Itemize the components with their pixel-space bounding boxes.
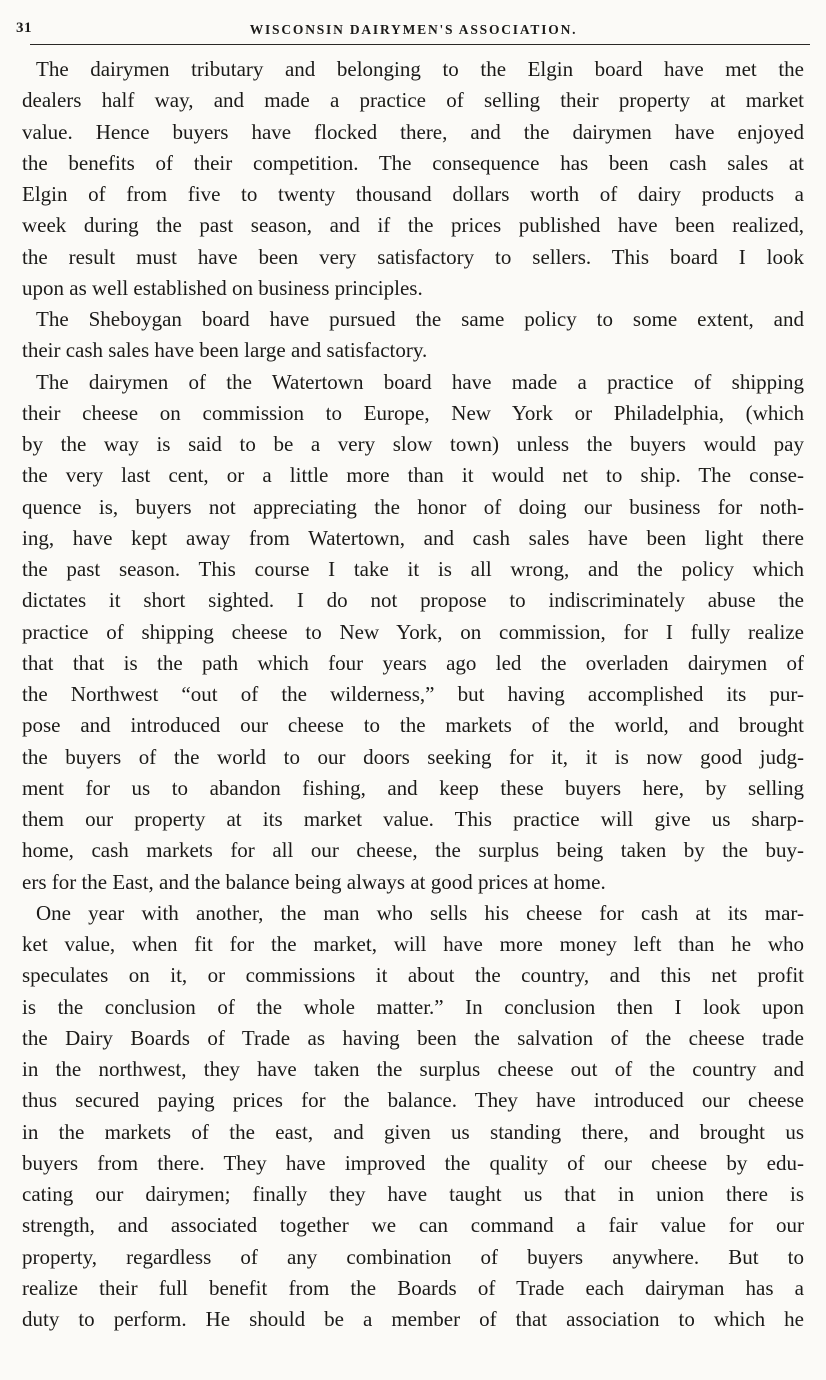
text-line: is the conclusion of the whole matter.” In conclusion then I look upon bbox=[22, 994, 804, 1019]
text-line: upon as well established on business principles. bbox=[22, 275, 423, 300]
text-line: One year with another, the man who sells his cheese for cash at its mar- bbox=[36, 900, 804, 925]
text-line: the Northwest “out of the wilderness,” but having accomplished its pur- bbox=[22, 682, 804, 706]
text-line: in the northwest, they have taken the surplus cheese out of the country and bbox=[22, 1057, 804, 1081]
text-line: the very last cent, or a little more than it would net to ship. The conse- bbox=[22, 463, 804, 488]
text-line: strength, and associated together we can command a fair value for our bbox=[22, 1213, 804, 1238]
text-line: that that is the path which four years ago led the overladen dairymen of bbox=[22, 650, 804, 675]
text-line: practice of shipping cheese to New York, on commission, for I fully realize bbox=[22, 619, 804, 644]
text-line: home, cash markets for all our cheese, the surplus being taken by the buy- bbox=[22, 838, 804, 863]
text-line: The Sheboygan board have pursued the same policy to some extent, and bbox=[36, 307, 804, 331]
text-line: the buyers of the world to our doors seeking for it, it is now good judg- bbox=[22, 744, 804, 769]
text-line: thus secured paying prices for the balance. They have introduced our cheese bbox=[22, 1088, 804, 1113]
text-line: their cheese on commission to Europe, New York or Philadelphia, (which bbox=[22, 400, 804, 425]
text-line: dealers half way, and made a practice of selling their property at market bbox=[22, 88, 804, 113]
text-line: the benefits of their competition. The consequence has been cash sales at bbox=[22, 150, 804, 175]
text-line: Elgin of from five to twenty thousand dollars worth of dairy products a bbox=[22, 182, 804, 206]
text-line: pose and introduced our cheese to the markets of the world, and brought bbox=[22, 713, 804, 738]
running-title: WISCONSIN DAIRYMEN'S ASSOCIATION. bbox=[249, 22, 578, 37]
page-number: 31 bbox=[16, 20, 32, 36]
text-line: property, regardless of any combination of buyers anywhere. But to bbox=[22, 1244, 804, 1269]
header-rule bbox=[30, 44, 810, 45]
text-line: ing, have kept away from Watertown, and cash sales have been light there bbox=[22, 525, 804, 550]
text-line: cating our dairymen; finally they have taught us that in union there is bbox=[22, 1182, 804, 1206]
text-line: ers for the East, and the balance being always at good prices at home. bbox=[22, 869, 606, 894]
text-line: the past season. This course I take it is all wrong, and the policy which bbox=[22, 557, 804, 581]
text-line: quence is, buyers not appreciating the honor of doing our business for noth- bbox=[22, 494, 804, 519]
text-line: The dairymen tributary and belonging to the Elgin board have met the bbox=[36, 57, 804, 81]
text-line: speculates on it, or commissions it about the country, and this net profit bbox=[22, 963, 804, 988]
body-text bbox=[22, 54, 804, 1335]
text-line: realize their full benefit from the Boards of Trade each dairyman has a bbox=[22, 1275, 804, 1300]
text-line: their cash sales have been large and satisfactory. bbox=[22, 338, 428, 363]
text-line: The dairymen of the Watertown board have made a practice of shipping bbox=[36, 369, 804, 394]
text-line: the result must have been very satisfactory to sellers. This board I look bbox=[22, 244, 804, 269]
text-line: buyers from there. They have improved the quality of our cheese by edu- bbox=[22, 1150, 804, 1175]
text-line: duty to perform. He should be a member of that association to which he bbox=[22, 1307, 804, 1331]
text-line: week during the past season, and if the prices published have been realized, bbox=[22, 213, 804, 238]
text-line: value. Hence buyers have flocked there, and the dairymen have enjoyed bbox=[22, 119, 804, 144]
text-line: dictates it short sighted. I do not propose to indiscriminately abuse the bbox=[22, 588, 804, 613]
text-line: by the way is said to be a very slow town) unless the buyers would pay bbox=[22, 432, 804, 456]
running-header bbox=[16, 18, 811, 46]
text-line: them our property at its market value. This practice will give us sharp- bbox=[22, 807, 804, 831]
text-line: the Dairy Boards of Trade as having been the salvation of the cheese trade bbox=[22, 1025, 804, 1050]
text-line: ket value, when fit for the market, will have more money left than he who bbox=[22, 932, 804, 956]
text-line: ment for us to abandon fishing, and keep these buyers here, by selling bbox=[22, 775, 804, 800]
text-line: in the markets of the east, and given us standing there, and brought us bbox=[22, 1119, 804, 1144]
